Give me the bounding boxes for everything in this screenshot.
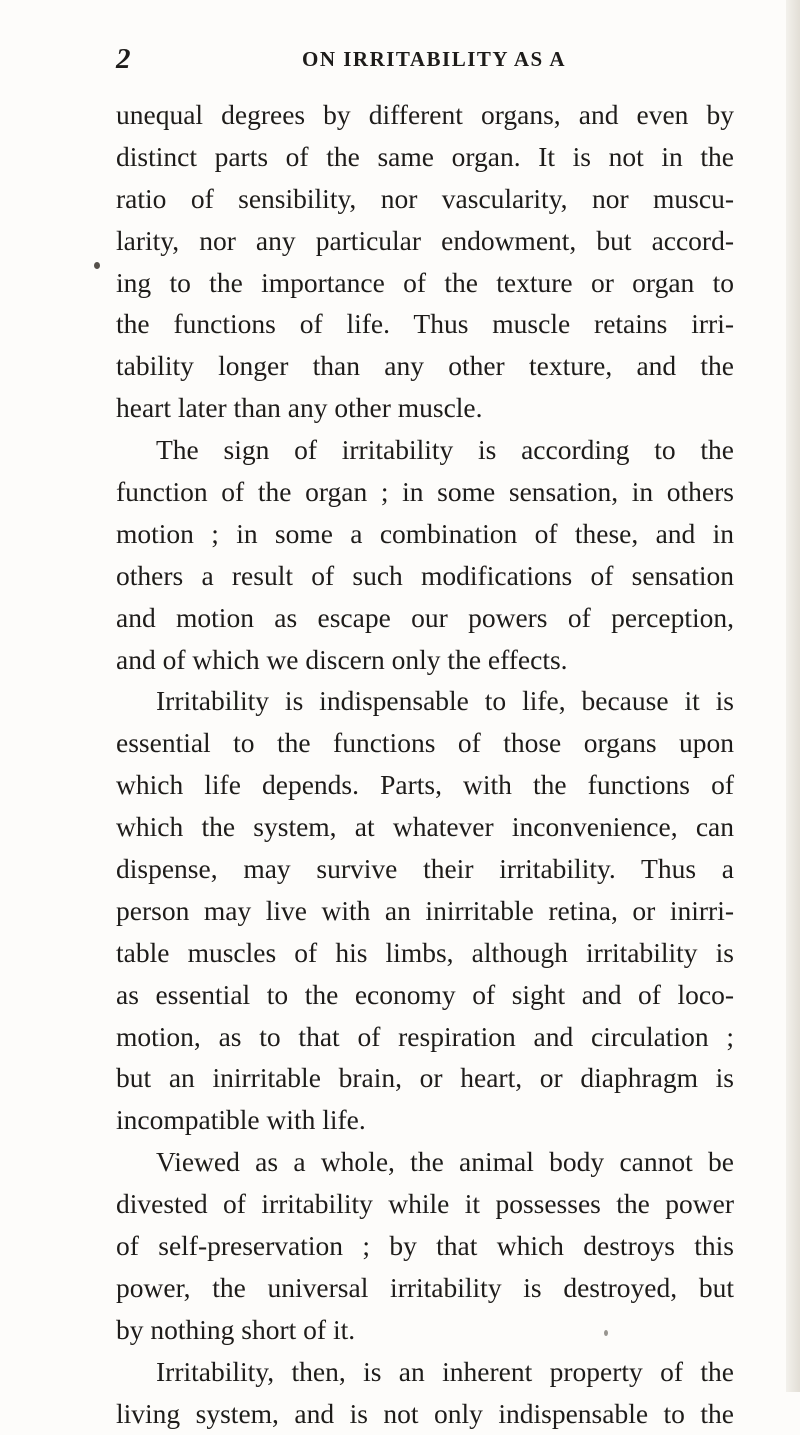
text-line: which the system, at whatever inconvenience, can xyxy=(116,811,734,843)
text-line: incompatible with life. xyxy=(116,1104,366,1136)
text-line: motion, as to that of respiration and circulation ; xyxy=(116,1020,734,1052)
running-head: ON IRRITABILITY AS A xyxy=(302,47,566,71)
text-line: dispense, may survive their irritability. Thus a xyxy=(116,853,734,885)
text-line: living system, and is not only indispensable to the xyxy=(116,1397,734,1429)
text-line: table muscles of his limbs, although irritability is xyxy=(116,936,734,968)
text-line: function of the organ ; in some sensation, in others xyxy=(116,476,734,508)
text-line: power, the universal irritability is destroyed, but xyxy=(116,1271,734,1303)
text-line: heart later than any other muscle. xyxy=(116,392,483,424)
text-line: as essential to the economy of sight and of loco- xyxy=(116,978,734,1010)
text-line: motion ; in some a combination of these, and in xyxy=(116,517,734,549)
text-line: ing to the importance of the texture or organ to xyxy=(116,266,734,298)
text-line: and motion as escape our powers of perception, xyxy=(116,601,734,633)
text-line: tability longer than any other texture, and the xyxy=(116,350,734,382)
text-line: and of which we discern only the effects. xyxy=(116,643,568,675)
body-text xyxy=(116,94,734,1435)
text-line: larity, nor any particular endowment, but accord- xyxy=(116,224,734,256)
page-edge xyxy=(786,0,800,1392)
text-line: which life depends. Parts, with the functions of xyxy=(116,769,734,801)
page-header xyxy=(116,42,756,76)
text-line: ratio of sensibility, nor vascularity, nor muscu- xyxy=(116,182,734,214)
text-line: distinct parts of the same organ. It is not in the xyxy=(116,140,734,172)
paragraph-start-line: The sign of irritability is according to the xyxy=(156,434,734,466)
text-line: of self-preservation ; by that which destroys this xyxy=(116,1230,734,1262)
text-line: essential to the functions of those organs upon xyxy=(116,727,734,759)
text-line: but an inirritable brain, or heart, or diaphragm is xyxy=(116,1062,734,1094)
text-line: others a result of such modifications of sensation xyxy=(116,559,734,591)
ink-speck xyxy=(604,1330,608,1336)
text-line: the functions of life. Thus muscle retains irri- xyxy=(116,308,734,340)
text-line: by nothing short of it. xyxy=(116,1313,356,1345)
ink-speck xyxy=(94,262,100,269)
text-line: unequal degrees by different organs, and even by xyxy=(116,99,734,130)
paragraph-start-line: Irritability, then, is an inherent property of the xyxy=(156,1355,734,1387)
page-number: 2 xyxy=(116,43,131,75)
text-line: person may live with an inirritable retina, or inirri- xyxy=(116,894,734,926)
text-line: divested of irritability while it possesses the power xyxy=(116,1188,734,1220)
paragraph-start-line: Irritability is indispensable to life, because it is xyxy=(156,685,734,717)
paragraph-start-line: Viewed as a whole, the animal body cannot be xyxy=(156,1146,734,1178)
